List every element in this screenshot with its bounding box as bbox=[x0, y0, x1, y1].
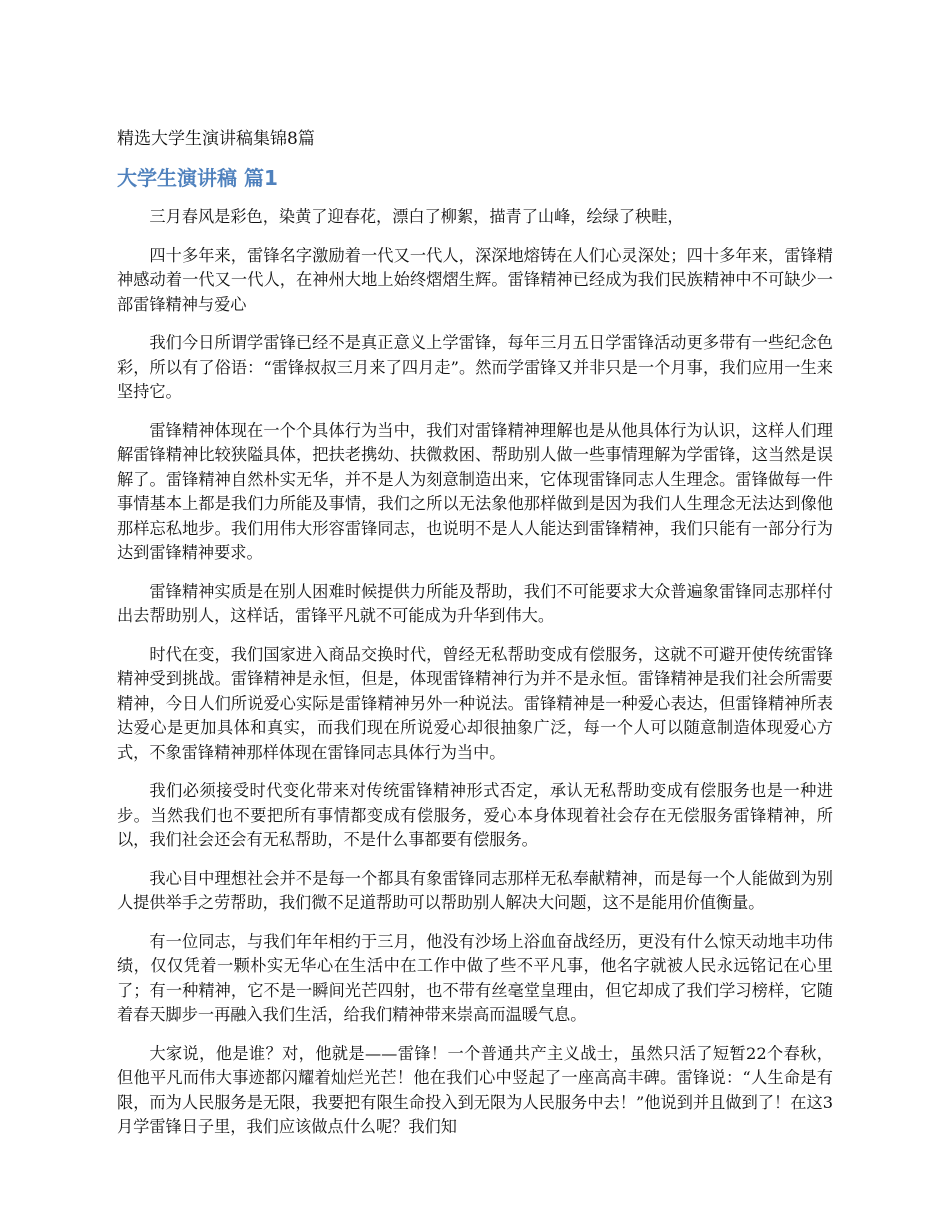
paragraph: 三月春风是彩色，染黄了迎春花，漂白了柳絮，描青了山峰，绘绿了秧畦， bbox=[149, 207, 684, 226]
paragraph: 时代在变，我们国家进入商品交换时代，曾经无私帮助变成有偿服务，这就不可避开使传统雷锋精神受到挑战。雷锋精神是永恒，但是，体现雷锋精神行为并不是永恒。雷锋精神是我们社会所需要精神，今日人们所说爱心实际是雷锋精神另外一种说法。雷锋精神是一种爱心表达，但雷锋精神所表达爱心是更加具体和真实，而我们现在所说爱心却很抽象广泛，每一个人可以随意制造体现爱心方式，不象雷锋精神那样体现在雷锋同志具体行为当中。 bbox=[117, 644, 833, 762]
document-title: 精选大学生演讲稿集锦8篇 bbox=[117, 129, 315, 149]
paragraph: 四十多年来，雷锋名字激励着一代又一代人，深深地熔铸在人们心灵深处；四十多年来，雷锋精神感动着一代又一代人，在神州大地上始终熠熠生辉。雷锋精神已经成为我们民族精神中不可缺少一部雷锋精神与爱心 bbox=[117, 245, 833, 314]
paragraph: 我们必须接受时代变化带来对传统雷锋精神形式否定，承认无私帮助变成有偿服务也是一种进步。当然我们也不要把所有事情都变成有偿服务，爱心本身体现着社会存在无偿服务雷锋精神，所以，我们社会还会有无私帮助，不是什么事都要有偿服务。 bbox=[117, 781, 833, 849]
paragraph: 雷锋精神体现在一个个具体行为当中，我们对雷锋精神理解也是从他具体行为认识，这样人们理解雷锋精神比较狭隘具体，把扶老携幼、扶微救困、帮助别人做一些事情理解为学雷锋，这当然是误解了。雷锋精神自然朴实无华，并不是人为刻意制造出来，它体现雷锋同志人生理念。雷锋做每一件事情基本上都是我们力所能及事情，我们之所以无法象他那样做到是因为我们人生理念无法达到像他那样忘私地步。我们用伟大形容雷锋同志，也说明不是人人能达到雷锋精神，我们只能有一部分行为达到雷锋精神要求。 bbox=[117, 420, 833, 562]
section-heading: 大学生演讲稿 篇1 bbox=[117, 166, 278, 190]
paragraph: 雷锋精神实质是在别人困难时候提供力所能及帮助，我们不可能要求大众普遍象雷锋同志那样付出去帮助别人，这样话，雷锋平凡就不可能成为升华到伟大。 bbox=[117, 581, 833, 625]
document-body bbox=[117, 205, 833, 1154]
paragraph: 我心目中理想社会并不是每一个都具有象雷锋同志那样无私奉献精神，而是每一个人能做到为别人提供举手之劳帮助，我们微不足道帮助可以帮助别人解决大问题，这不是能用价值衡量。 bbox=[117, 868, 833, 912]
paragraph: 大家说，他是谁？对，他就是——雷锋！一个普通共产主义战士，虽然只活了短暂22个春秋，但他平凡而伟大事迹都闪耀着灿烂光芒！他在我们心中竖起了一座高高丰碑。雷锋说：“人生命是有限，而为人民服务是无限，我要把有限生命投入到无限为人民服务中去！”他说到并且做到了！在这3月学雷锋日子里，我们应该做点什么呢？我们知 bbox=[117, 1043, 833, 1136]
paragraph: 我们今日所谓学雷锋已经不是真正意义上学雷锋，每年三月五日学雷锋活动更多带有一些纪念色彩，所以有了俗语：“雷锋叔叔三月来了四月走”。然而学雷锋又并非只是一个月事，我们应用一生来坚持它。 bbox=[117, 333, 833, 401]
paragraph: 有一位同志，与我们年年相约于三月，他没有沙场上浴血奋战经历，更没有什么惊天动地丰功伟绩，仅仅凭着一颗朴实无华心在生活中在工作中做了些不平凡事，他名字就被人民永远铭记在心里了；有一种精神，它不是一瞬间光芒四射，也不带有丝毫堂皇理由，但它却成了我们学习榜样，它随着春天脚步一再融入我们生活，给我们精神带来崇高而温暖气息。 bbox=[117, 931, 833, 1024]
